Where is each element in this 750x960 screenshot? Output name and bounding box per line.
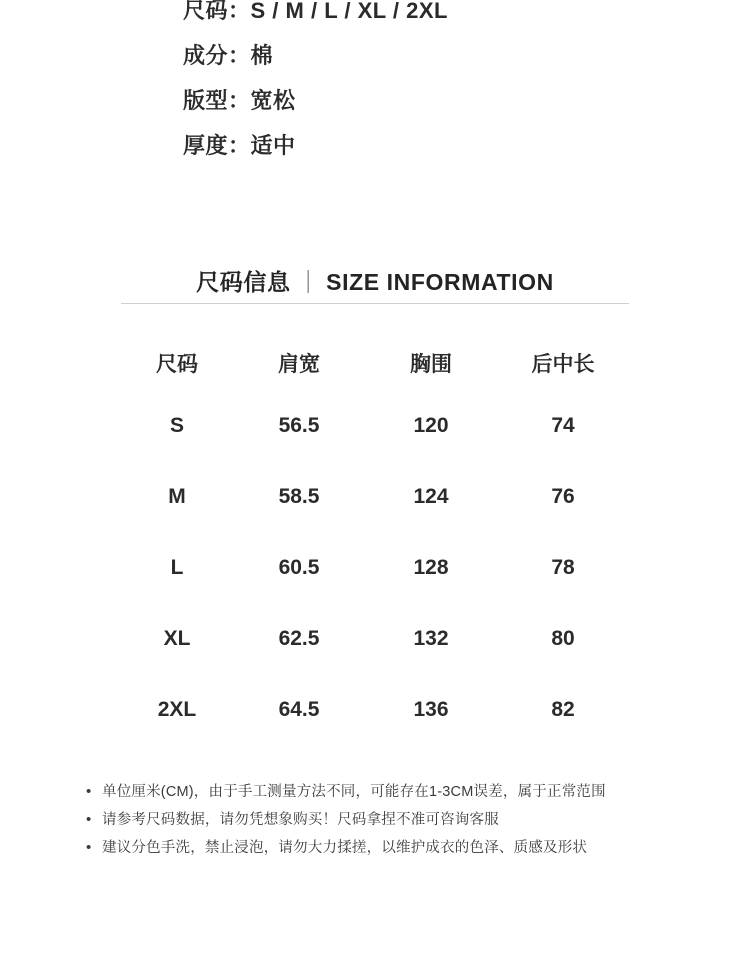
spec-value-size: S / M / L / XL / 2XL	[250, 0, 448, 23]
size-info-title-cn: 尺码信息	[196, 269, 291, 295]
column-header-size: 尺码	[156, 352, 198, 376]
note-text-measurement: 单位厘米(CM)，由于手工测量方法不同，可能存在1-3CM误差，属于正常范围	[102, 784, 606, 800]
column-header-shoulder: 肩宽	[278, 352, 320, 376]
spec-row-fit	[183, 78, 703, 123]
cell-size: XL	[163, 626, 191, 650]
cell-size: M	[168, 484, 186, 508]
spec-value-thickness: 适中	[250, 133, 296, 158]
size-notes-list	[86, 778, 686, 862]
product-spec-list	[183, 0, 703, 168]
table-row	[121, 674, 629, 745]
spec-value-fit: 宽松	[250, 88, 296, 113]
cell-backlength: 74	[551, 413, 575, 437]
table-row	[121, 390, 629, 461]
table-row	[121, 532, 629, 603]
spec-label-material: 成分：	[183, 43, 251, 68]
bullet-icon: •	[86, 811, 92, 828]
cell-backlength: 78	[551, 555, 575, 579]
cell-size: L	[170, 555, 184, 579]
list-item	[86, 778, 686, 806]
spec-row-thickness	[183, 123, 703, 168]
bullet-icon: •	[86, 783, 92, 800]
list-item	[86, 806, 686, 834]
cell-backlength: 82	[551, 697, 575, 721]
cell-size: 2XL	[157, 697, 197, 721]
size-info-heading	[0, 264, 750, 297]
cell-backlength: 80	[551, 626, 575, 650]
cell-shoulder: 58.5	[278, 484, 320, 508]
heading-divider	[121, 303, 629, 304]
cell-bust: 132	[413, 626, 449, 650]
bullet-icon: •	[86, 839, 92, 856]
cell-shoulder: 62.5	[278, 626, 320, 650]
column-header-backlength: 后中长	[531, 352, 595, 376]
cell-backlength: 76	[551, 484, 575, 508]
spec-label-thickness: 厚度：	[183, 133, 251, 158]
cell-shoulder: 60.5	[278, 555, 320, 579]
cell-bust: 124	[413, 484, 449, 508]
spec-label-fit: 版型：	[183, 88, 251, 113]
cell-bust: 128	[413, 555, 449, 579]
table-row	[121, 461, 629, 532]
cell-size: S	[169, 413, 184, 437]
table-header-row	[121, 335, 629, 390]
list-item	[86, 834, 686, 862]
spec-label-size: 尺码：	[183, 0, 251, 23]
size-info-title-en: SIZE INFORMATION	[326, 269, 554, 295]
note-text-reference: 请参考尺码数据，请勿凭想象购买！尺码拿捏不准可咨询客服	[102, 812, 499, 828]
spec-value-material: 棉	[250, 43, 274, 68]
spec-row-material	[183, 33, 703, 78]
spec-row-size	[183, 0, 703, 33]
cell-bust: 136	[413, 697, 449, 721]
table-row	[121, 603, 629, 674]
cell-shoulder: 56.5	[278, 413, 320, 437]
size-info-separator: ｜	[296, 269, 321, 295]
column-header-bust: 胸围	[410, 352, 452, 376]
size-chart-table	[121, 335, 629, 745]
cell-bust: 120	[413, 413, 449, 437]
note-text-care: 建议分色手洗，禁止浸泡，请勿大力揉搓，以维护成衣的色泽、质感及形状	[102, 840, 588, 856]
cell-shoulder: 64.5	[278, 697, 320, 721]
